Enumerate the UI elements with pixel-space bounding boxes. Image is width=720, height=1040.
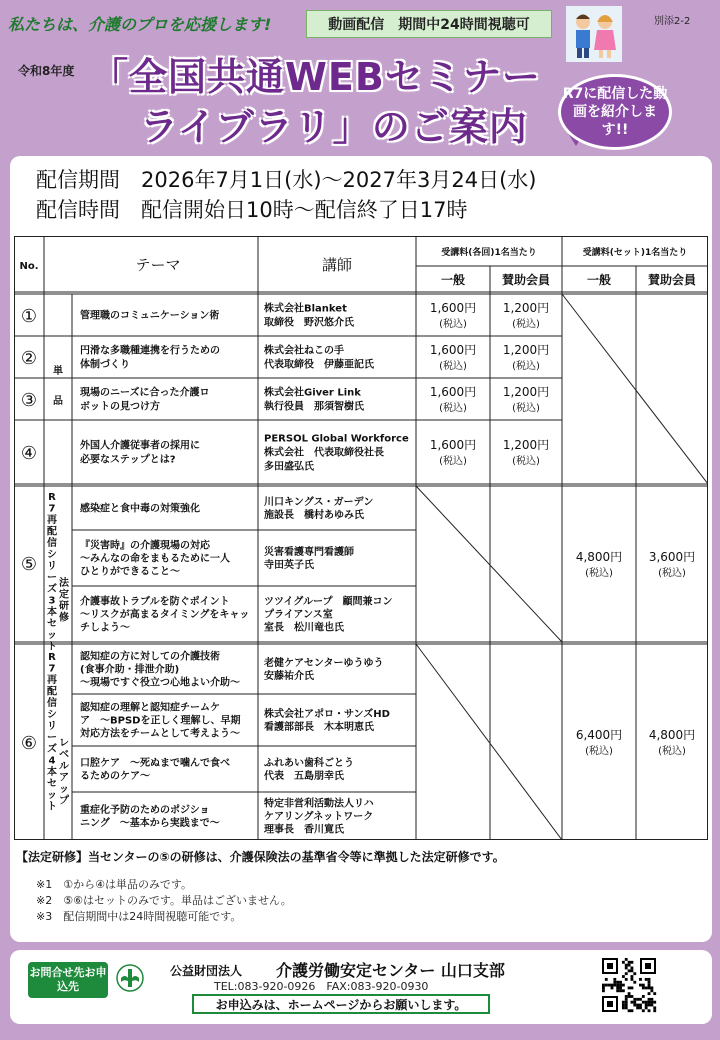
course-theme: 必要なステップとは? [80, 454, 176, 466]
course-lecturer: 施設長 橋村あゆみ氏 [264, 509, 364, 521]
fee-general: 1,600円 [429, 385, 477, 399]
set6-label: 7 [48, 663, 56, 675]
set6-label: ー [47, 732, 57, 744]
header-supporting-set: 賛助会員 [647, 273, 697, 287]
organization-logo-icon [116, 964, 144, 992]
course-lecturer: 安藤祐介氏 [264, 670, 314, 682]
streaming-note: 動画配信 期間中24時間視聴可 [306, 10, 552, 38]
legal-training-note: 【法定研修】当センターの⑤の研修は、介護保険法の基準省令等に準拠した法定研修です。 [16, 850, 505, 864]
set5-label: 本 [47, 607, 57, 618]
row-number: ④ [20, 443, 38, 464]
course-theme: ～リスクが高まるタイミングをキャッ [80, 609, 250, 621]
course-lecturer: 室長 松川竜也氏 [264, 622, 344, 634]
single-course-label: 品 [53, 396, 63, 407]
course-lecturer: 株式会社 代表取締役社長 [264, 447, 384, 459]
fee-general: 1,600円 [429, 438, 477, 452]
set5-sublabel: 定 [59, 589, 69, 601]
fee-tax-note: (税込) [512, 361, 540, 372]
course-lecturer: 執行役員 那須智樹氏 [264, 401, 364, 413]
fee-tax-note: (税込) [512, 319, 540, 330]
set6-sublabel: ベ [59, 749, 69, 761]
course-lecturer: 災害看護専門看護師 [264, 546, 354, 558]
course-lecturer: 多田盛弘氏 [264, 461, 314, 473]
header-no: No. [19, 261, 39, 272]
set5-label: 3 [48, 595, 56, 607]
header-lecturer: 講師 [321, 256, 353, 274]
fee-tax-note: (税込) [439, 403, 467, 414]
fee-tax-note: (税込) [439, 361, 467, 372]
fee-supporting: 1,200円 [502, 438, 550, 452]
set6-sublabel: ッ [59, 784, 69, 795]
course-lecturer: 寺田英子氏 [264, 559, 314, 571]
course-lecturer: 株式会社Blanket [264, 303, 347, 315]
fee-tax-note: (税込) [439, 456, 467, 467]
document-reference: 別添2-2 [654, 16, 691, 27]
row-number: ⑥ [20, 733, 38, 754]
fee-tax-note: (税込) [512, 403, 540, 414]
set6-label: セ [47, 778, 57, 790]
course-lecturer: ケアリングネットワーク [264, 811, 374, 823]
course-theme: 口腔ケア ～死ぬまで噛んで食べ [80, 757, 230, 769]
course-theme: 介護事故トラブルを防ぐポイント [80, 596, 230, 608]
course-theme: 『災害時』の介護現場の対応 [80, 540, 210, 552]
fee-tax-note: (税込) [585, 746, 613, 757]
set6-sublabel: ア [59, 772, 69, 784]
phone-fax: TEL:083-920-0926 FAX:083-920-0930 [214, 980, 429, 993]
set5-sublabel: 研 [59, 601, 69, 612]
fee-supporting: 1,200円 [502, 343, 550, 357]
set5-label: ト [47, 641, 57, 653]
speech-bubble: R7に配信した動画を紹介します!! [558, 74, 672, 150]
single-course-label: 単 [53, 366, 63, 377]
set5-label: シ [47, 549, 57, 561]
course-lecturer: 株式会社アポロ・サンズHD [264, 708, 390, 720]
set6-label: 本 [47, 767, 57, 778]
set5-label: 信 [47, 538, 57, 549]
course-lecturer: 理事長 香川寛氏 [264, 824, 344, 836]
course-theme: ひとりができること～ [80, 566, 180, 578]
set5-label: セ [47, 618, 57, 630]
course-theme: 認知症の方に対しての介護技術 [80, 651, 220, 663]
course-lecturer: 川口キングス・ガーデン [264, 496, 374, 508]
apply-via-website-note: お申込みは、ホームページからお願いします。 [192, 994, 490, 1014]
fee-general: 1,600円 [429, 343, 477, 357]
set5-label: ズ [47, 584, 57, 595]
course-theme: ボットの見つけ方 [80, 401, 160, 413]
course-lecturer: プライアンス室 [264, 609, 333, 621]
row-number: ③ [20, 390, 38, 411]
fee-tax-note: (税込) [512, 456, 540, 467]
set6-label: ッ [47, 790, 57, 801]
header-supporting-single: 賛助会員 [501, 273, 551, 287]
course-theme: チしよう～ [80, 622, 130, 634]
fee-supporting: 1,200円 [502, 385, 550, 399]
fee-supporting: 3,600円 [648, 550, 696, 564]
set5-sublabel: 法 [59, 578, 69, 589]
course-theme: ニング ～基本から実践まで～ [80, 817, 220, 829]
people-illustration-icon [566, 6, 622, 62]
course-theme: 対応方法をチームとして考えよう～ [80, 728, 240, 740]
note-1: ※1 ①から④は単品のみです。 [36, 878, 193, 891]
set6-sublabel: プ [59, 795, 69, 807]
course-theme: るためのケア～ [80, 770, 150, 782]
course-lecturer: 特定非営利活動法人リハ [264, 798, 374, 810]
note-2: ※2 ⑤⑥はセットのみです。単品はございません。 [36, 894, 292, 907]
header-fee-set: 受講料(セット)1名当たり [582, 248, 688, 258]
fee-supporting: 1,200円 [502, 301, 550, 315]
set6-sublabel: ル [59, 761, 69, 772]
qr-code-icon [600, 956, 658, 1014]
set6-label: R [48, 652, 56, 663]
course-theme: (食事介助・排泄介助) [80, 664, 180, 676]
set6-label: リ [47, 721, 57, 732]
set6-label: シ [47, 709, 57, 721]
row-number: ② [20, 348, 38, 369]
fee-tax-note: (税込) [658, 568, 686, 579]
fee-general: 1,600円 [429, 301, 477, 315]
title-line-2: ライブラリ」のご案内 [140, 105, 528, 149]
set5-label: ッ [47, 630, 57, 641]
course-theme: ～現場ですぐ役立つ心地よい介助～ [80, 677, 240, 689]
course-theme: 管理職のコミュニケーション術 [80, 310, 220, 322]
fee-supporting: 4,800円 [648, 728, 696, 742]
fee-tax-note: (税込) [658, 746, 686, 757]
set6-label: 信 [47, 698, 57, 709]
course-theme: 認知症の理解と認知症チームケ [80, 702, 220, 714]
fee-general: 4,800円 [575, 550, 623, 564]
set6-sublabel: レ [59, 738, 69, 749]
course-lecturer: ふれあい歯科ごとう [264, 757, 354, 769]
set6-label: ズ [47, 744, 57, 755]
set5-label: ー [47, 572, 57, 584]
course-lecturer: 株式会社Giver Link [264, 387, 361, 399]
fee-general: 6,400円 [575, 728, 623, 742]
set5-sublabel: 修 [59, 612, 69, 624]
set5-label: 7 [48, 503, 56, 515]
fiscal-year-label: 令和8年度 [18, 64, 75, 78]
delivery-hours: 配信時間 配信開始日10時～配信終了日17時 [36, 198, 468, 222]
header-fee-single: 受講料(各回)1名当たり [441, 248, 537, 258]
set5-label: 再 [47, 515, 57, 526]
delivery-period: 配信期間 2026年7月1日(水)～2027年3月24日(水) [36, 168, 537, 192]
row-number: ⑤ [20, 554, 38, 575]
fee-tax-note: (税込) [439, 319, 467, 330]
set6-label: 再 [47, 675, 57, 686]
course-theme: 体制づくり [80, 359, 130, 371]
contact-label: お問合せ先お申込先 [28, 962, 108, 998]
course-theme: 現場のニーズに合った介護ロ [80, 387, 210, 399]
set5-label: 配 [47, 526, 57, 538]
course-theme: ア ～BPSDを正しく理解し、早期 [80, 715, 241, 727]
set5-label: R [48, 492, 56, 503]
header-theme: テーマ [135, 256, 181, 274]
row-number: ① [20, 306, 38, 327]
course-lecturer: 株式会社ねこの手 [264, 345, 344, 357]
set6-label: ト [47, 801, 57, 813]
course-lecturer: 看護部部長 木本明恵氏 [264, 721, 374, 733]
set6-label: 配 [47, 686, 57, 698]
course-theme: 外国人介護従事者の採用に [80, 440, 200, 452]
course-lecturer: 代表取締役 伊藤亜記氏 [264, 359, 374, 371]
course-lecturer: 老健ケアセンターゆうゆう [264, 657, 384, 669]
title-line-1: 「全国共通WEBセミナー [90, 55, 541, 99]
header-general-set: 一般 [586, 273, 612, 287]
course-lecturer: 代表 五島朋幸氏 [264, 770, 344, 782]
organization-name: 介護労働安定センター 山口支部 [276, 961, 505, 980]
course-theme: 重症化予防のためのポジショ [80, 804, 210, 816]
course-lecturer: PERSOL Global Workforce [264, 433, 409, 445]
set6-label: 4 [48, 755, 56, 767]
course-lecturer: ツツイグループ 顧問兼コン [264, 596, 393, 608]
course-theme: 円滑な多職種連携を行うための [80, 345, 220, 357]
header-general-single: 一般 [440, 273, 466, 287]
organization-prefix: 公益財団法人 [170, 964, 243, 978]
seminar-table [14, 236, 708, 840]
note-3: ※3 配信期間中は24時間視聴可能です。 [36, 910, 242, 923]
tagline: 私たちは、介護のプロを応援します! [8, 15, 272, 34]
set5-label: リ [47, 561, 57, 572]
course-lecturer: 取締役 野沢悠介氏 [264, 317, 354, 329]
fee-tax-note: (税込) [585, 568, 613, 579]
course-theme: ～みんなの命をまもるために一人 [80, 553, 230, 565]
course-theme: 感染症と食中毒の対策強化 [80, 503, 200, 515]
